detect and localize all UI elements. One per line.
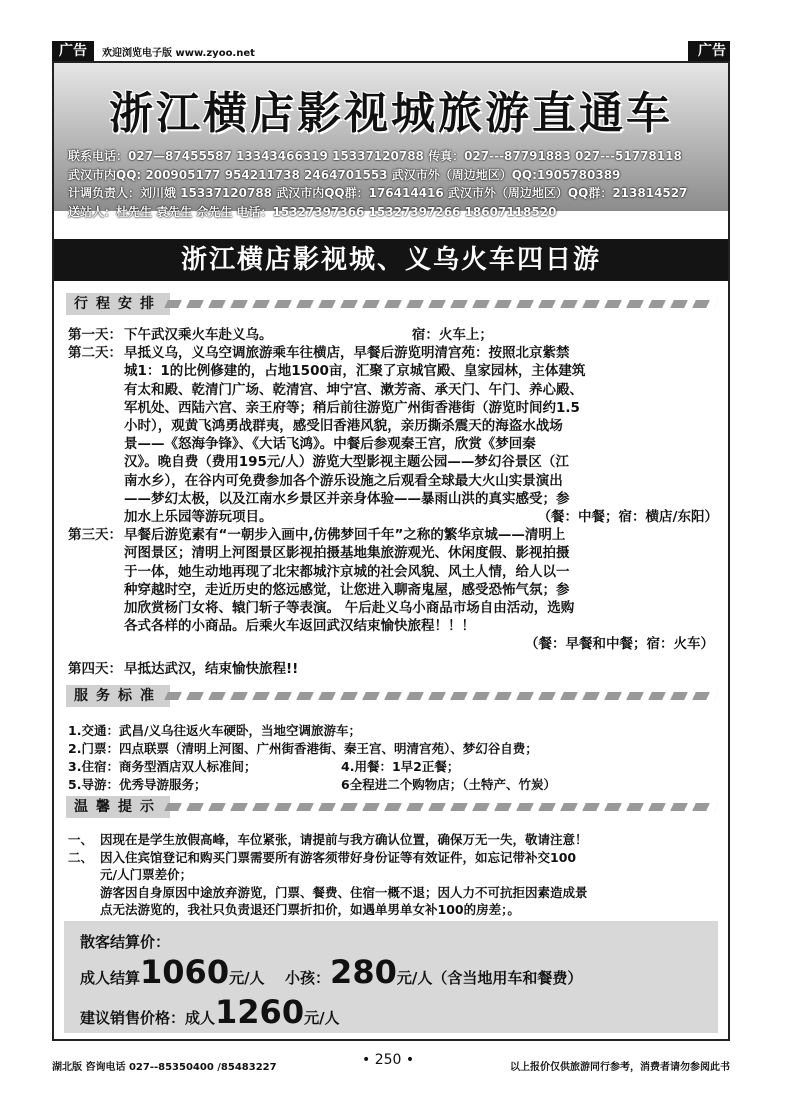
day-text: 早抵达武汉，结束愉快旅程!! bbox=[124, 660, 299, 677]
price-line bbox=[80, 953, 582, 991]
header-panel bbox=[54, 63, 728, 219]
contact-line: 送站人：杜先生 袁先生 佘先生 电话：15327397366 15327397266 18607118520 bbox=[68, 204, 557, 219]
day-line: 早抵义乌，义乌空调旅游乘车往横店，早餐后游览明清宫苑：按照北京紫禁 bbox=[124, 345, 570, 362]
day-line: 汉》。晚自费（费用195元/人）游览大型影视主题公园——梦幻谷景区（江 bbox=[124, 454, 569, 471]
service-item: 2.门票：四点联票（清明上河图、广州街香港街、秦王宫、明清宫苑）、梦幻谷自费； bbox=[68, 741, 538, 756]
service-item: 3.住宿：商务型酒店双人标准间； bbox=[68, 759, 257, 774]
service-heading-label: 服务标准 bbox=[66, 685, 170, 707]
day-stay: 宿：火车上； bbox=[411, 327, 493, 343]
contact-block bbox=[68, 147, 718, 221]
service-item: 6全程进二个购物店；（土特产、竹炭） bbox=[341, 777, 556, 792]
itinerary-body bbox=[68, 326, 718, 678]
child-price-value: 280 bbox=[330, 953, 397, 991]
tip-text: 因入住宾馆登记和购买门票需要所有游客须带好身份证等有效证件，如忘记带补交100 bbox=[100, 849, 577, 865]
top-bar bbox=[52, 41, 730, 61]
contact-line: 联系电话：027—87455587 13343466319 15337120788 传真：027---87791883 027---51778118 bbox=[68, 149, 682, 163]
day-row bbox=[68, 344, 718, 526]
adult-price-unit: 元/人 bbox=[229, 969, 265, 987]
day-meals: （餐：中餐；宿：横店/东阳） bbox=[537, 509, 718, 526]
tip-item bbox=[68, 831, 718, 849]
page-title: 浙江横店影视城旅游直通车 bbox=[109, 88, 673, 139]
tips-heading-label: 温馨提示 bbox=[66, 796, 170, 818]
tip-text: 游客因自身原因中途放弃游览，门票、餐费、住宿一概不退；因人力不可抗拒因素造成景 bbox=[100, 884, 588, 900]
day-text: 下午武汉乘火车赴义乌。 bbox=[124, 327, 273, 343]
tip-item bbox=[68, 849, 718, 884]
day-line: 小时），观黄飞鸿勇战群夷，感受旧香港风貌，亲历撕杀震天的海盗水战场 bbox=[124, 418, 563, 435]
day-line: ——梦幻太极，以及江南水乡景区并亲身体验——暴雨山洪的真实感受；参 bbox=[124, 490, 570, 507]
service-row bbox=[68, 740, 718, 758]
service-row bbox=[68, 722, 718, 740]
suggest-price-value: 1260 bbox=[215, 993, 305, 1031]
service-item: 5.导游：优秀导游服务； bbox=[68, 777, 207, 792]
suggest-price-label: 建议销售价格：成人 bbox=[80, 1009, 216, 1027]
service-item: 1.交通：武昌/义乌往返火车硬卧，当地空调旅游车； bbox=[68, 723, 362, 738]
day-label: 第三天： bbox=[68, 527, 122, 544]
decorative-rule bbox=[164, 803, 718, 811]
service-row bbox=[68, 758, 718, 776]
ad-frame bbox=[52, 61, 730, 1041]
day-line: 加水上乐园等游玩项目。 bbox=[124, 509, 273, 526]
day-label: 第二天： bbox=[68, 345, 122, 362]
tip-text: 点无法游览的，我社只负责退还门票折扣价，如遇单男单女补100的房差；。 bbox=[100, 902, 520, 918]
day-line: 加欣赏杨门女将、辕门斩子等表演。 午后赴义乌小商品市场自由活动，选购 bbox=[124, 600, 575, 617]
decorative-rule bbox=[164, 692, 718, 700]
tips-list bbox=[68, 831, 718, 919]
page-number: • 250 • bbox=[362, 1052, 415, 1068]
day-line: 有太和殿、乾清门广场、乾清宫、坤宁宫、漱芳斋、承天门、午门、养心殿、 bbox=[124, 381, 583, 398]
adult-price-label: 成人结算 bbox=[80, 969, 141, 987]
contact-line: 武汉市内QQ: 200905177 954211738 2464701553 武汉市外（周边地区）QQ:1905780389 bbox=[68, 167, 621, 182]
day-row bbox=[68, 326, 718, 344]
footer-disclaimer: 以上报价仅供旅游同行参考，消费者请勿参阅此书 bbox=[510, 1062, 730, 1073]
day-row bbox=[68, 660, 718, 678]
service-heading bbox=[66, 685, 716, 707]
suggest-price-line bbox=[80, 993, 340, 1031]
footer-contact: 湖北版 咨询电话 027--85350400 /85483227 bbox=[52, 1062, 277, 1073]
day-line: 各式各样的小商品。后乘火车返回武汉结束愉快旅程！！！ bbox=[124, 618, 475, 635]
tip-text: 因现在是学生放假高峰，车位紧张，请提前与我方确认位置，确保万无一失，敬请注意！ bbox=[100, 832, 588, 847]
suggest-price-unit: 元/人 bbox=[304, 1009, 340, 1027]
itinerary-heading bbox=[66, 293, 716, 315]
service-item: 4.用餐：1早2正餐； bbox=[341, 759, 460, 774]
price-box bbox=[64, 921, 718, 1033]
child-price-unit: 元/人（含当地用车和餐费） bbox=[396, 969, 583, 987]
day-row bbox=[68, 526, 718, 653]
tip-number: 一、 bbox=[68, 832, 94, 847]
ad-tag-right: 广告 bbox=[688, 41, 730, 61]
ad-tag-left: 广告 bbox=[52, 41, 94, 61]
day-line: 种穿越时空，走近历史的悠远感觉，让您进入聊斋鬼屋，感受恐怖气氛；参 bbox=[124, 581, 570, 598]
day-line: 河图景区；清明上河图景区影视拍摄基地集旅游观光、休闲度假、影视拍摄 bbox=[124, 545, 570, 562]
day-line: 于一体，她生动地再现了北宋都城汴京城的社会风貌、风土人情，给人以一 bbox=[124, 563, 570, 580]
contact-line: 计调负责人：刘川娥 15337120788 武汉市内QQ群：176414416 武汉市外（周边地区）QQ群：213814527 bbox=[68, 186, 688, 200]
adult-price-value: 1060 bbox=[140, 953, 230, 991]
child-price-label: 小孩： bbox=[285, 969, 331, 987]
decorative-rule bbox=[164, 300, 718, 308]
site-url-text: 欢迎浏览电子版 www.zyoo.net bbox=[102, 48, 255, 59]
tip-text: 元/人门票差价； bbox=[100, 867, 193, 883]
day-meals: （餐：早餐和中餐；宿：火车） bbox=[525, 636, 714, 653]
price-title: 散客结算价： bbox=[80, 933, 171, 951]
day-label: 第一天： bbox=[68, 327, 122, 343]
day-label: 第四天： bbox=[68, 660, 122, 677]
tour-banner: 浙江横店影视城、义乌火车四日游 bbox=[54, 239, 728, 281]
day-line: 军机处、西陆六宫、亲王府等；稍后前往游览广州街香港街（游览时间约1.5 bbox=[124, 399, 580, 416]
day-line: 南水乡），在谷内可免费参加各个游乐设施之后观看全球最大火山实景演出 bbox=[124, 472, 563, 489]
tips-heading bbox=[66, 796, 716, 818]
service-row bbox=[68, 776, 718, 794]
tip-number: 二、 bbox=[68, 849, 94, 865]
day-line: 城1：1的比例修建的，占地1500亩，汇聚了京城官殿、皇家园林，主体建筑 bbox=[124, 363, 586, 380]
day-line: 景——《怒海争锋》、《大话飞鸿》。中餐后参观秦王宫，欣赏《梦回秦 bbox=[124, 436, 536, 453]
itinerary-heading-label: 行程安排 bbox=[66, 293, 170, 315]
day-line: 早餐后游览素有“一朝步入画中,仿佛梦回千年”之称的繁华京城——清明上 bbox=[124, 527, 566, 544]
service-list bbox=[68, 722, 718, 794]
